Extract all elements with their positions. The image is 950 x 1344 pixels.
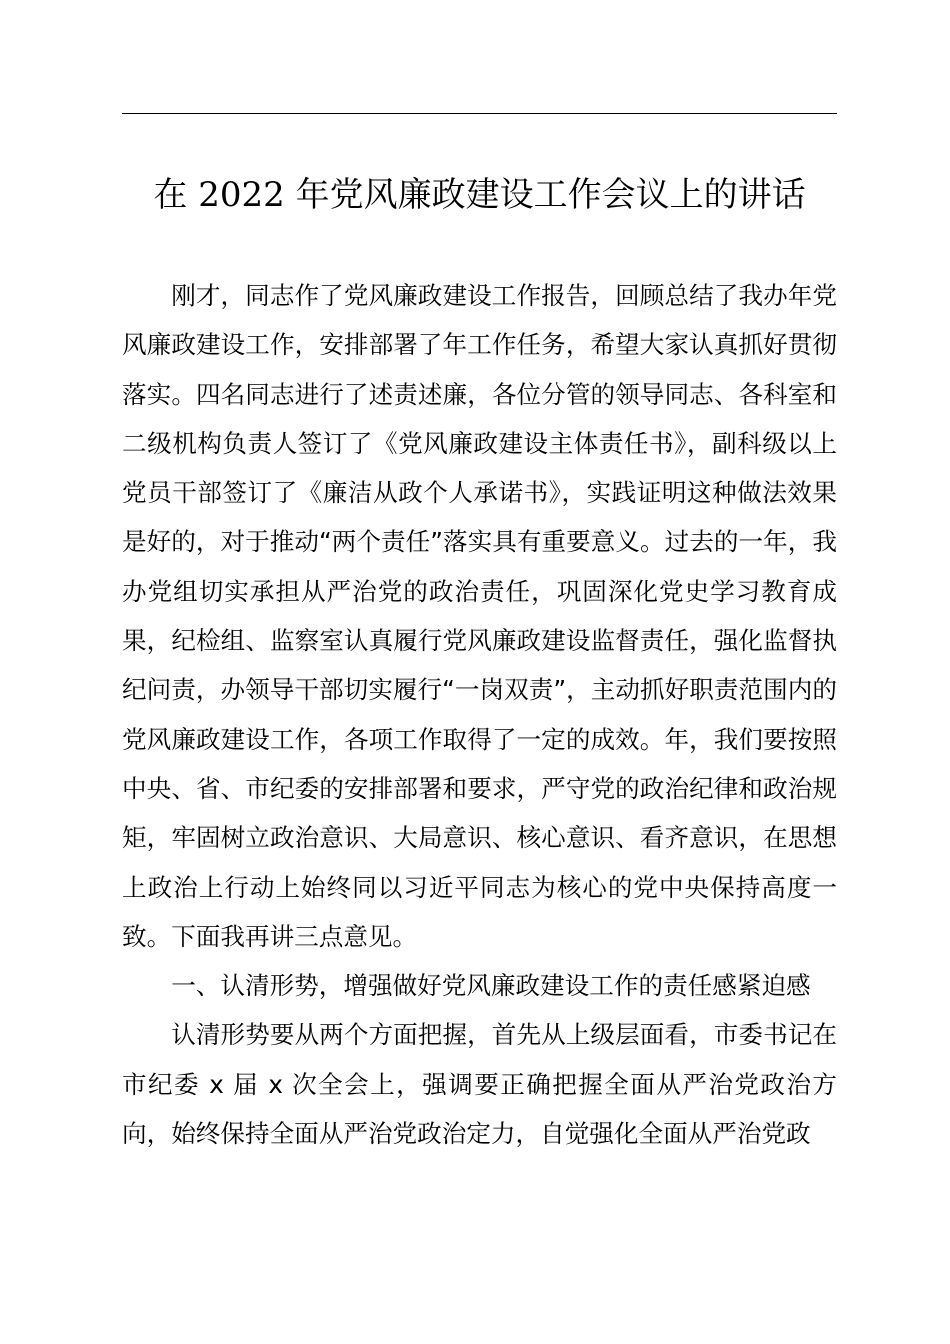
paragraph-intro: 刚才，同志作了党风廉政建设工作报告，回顾总结了我办年党风廉政建设工作，安排部署了年工作任务，希望大家认真抓好贯彻落实。四名同志进行了述责述廉，各位分管的领导同志、各科室和二级机构负责人签订了《党风廉政建设主体责任书》，副科级以上党员干部签订了《廉洁从政个人承诺书》，实践证明这种做法效果是好的，对于推动“两个责任”落实具有重要意义。过去的一年，我办党组切实承担从严治党的政治责任，巩固深化党史学习教育成果，纪检组、监察室认真履行党风廉政建设监督责任，强化监督执纪问责，办领导干部切实履行“一岗双责”，主动抓好职责范围内的党风廉政建设工作，各项工作取得了一定的成效。年，我们要按照中央、省、市纪委的安排部署和要求，严守党的政治纪律和政治规矩，牢固树立政治意识、大局意识、核心意识、看齐意识，在思想上政治上行动上始终同以习近平同志为核心的党中央保持高度一致。下面我再讲三点意见。 [122,281,837,951]
document-title: 在 2022 年党风廉政建设工作会议上的讲话 [153,175,806,215]
document-body [122,271,837,1158]
header-rule [122,113,837,114]
paragraph-situation: 认清形势要从两个方面把握，首先从上级层面看，市委书记在市纪委 x 届 x 次全会上，强调要正确把握全面从严治党政治方向，始终保持全面从严治党政治定力，自觉强化全面从严治党政 [122,1020,837,1149]
section-heading-one: 一、认清形势，增强做好党风廉政建设工作的责任感紧迫感 [171,971,811,1001]
